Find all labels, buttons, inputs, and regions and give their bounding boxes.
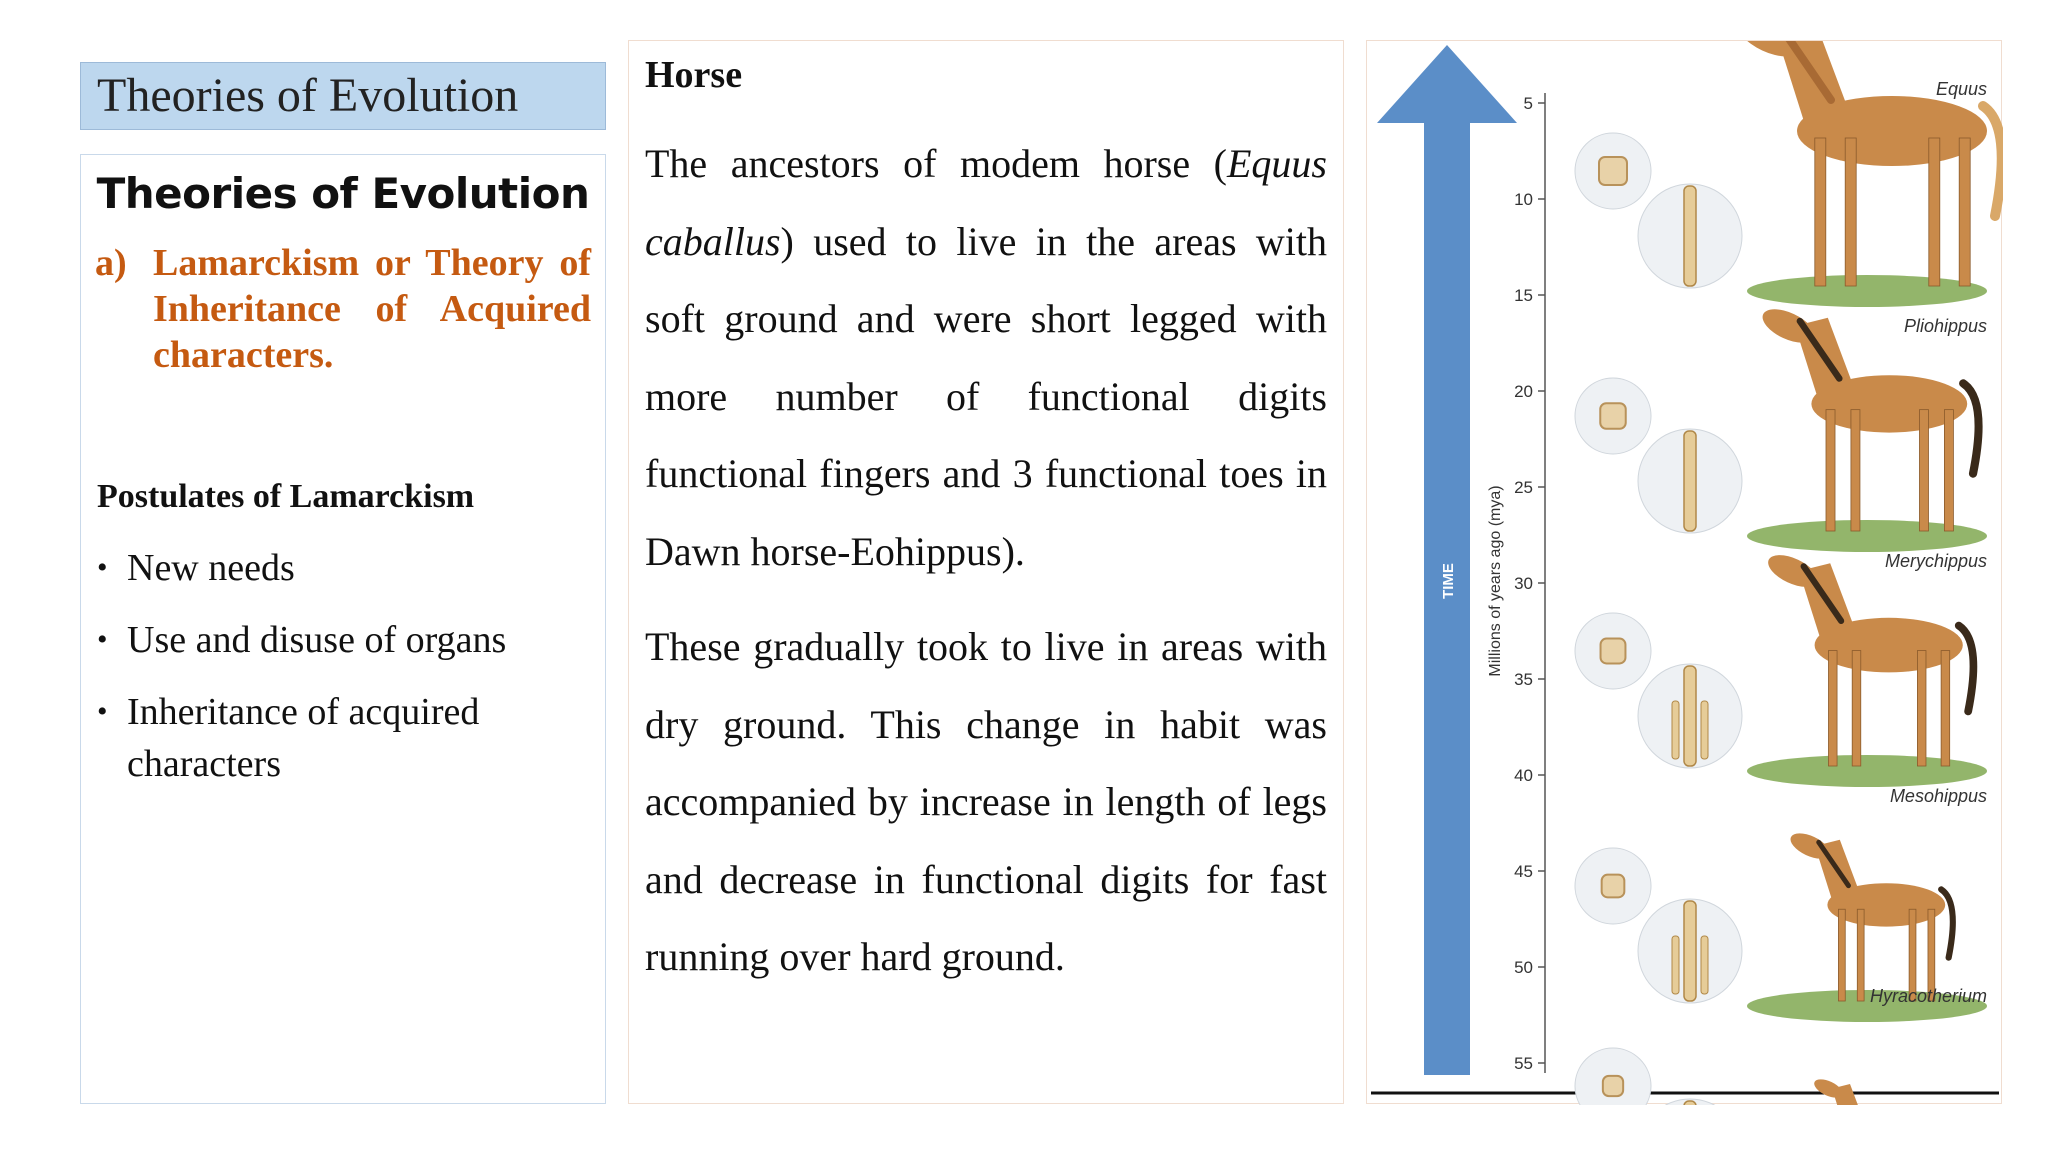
horse-illustration: [1763, 548, 1973, 766]
species-row: [1575, 41, 2002, 307]
species-name: Equus caballus: [645, 141, 1327, 264]
species-row: [1575, 302, 1987, 552]
tick-label: 20: [1514, 382, 1533, 401]
foot-bone-icon: [1638, 429, 1742, 533]
species-row: [1575, 548, 1987, 787]
tick-label: 55: [1514, 1054, 1533, 1073]
postulates-list: [81, 542, 605, 790]
postulate-text: Use and disuse of organs: [127, 619, 507, 661]
species-label: Equus: [1935, 79, 1987, 99]
tooth-icon: [1575, 133, 1651, 209]
grass-patch: [1747, 755, 1987, 787]
theory-a-text: Lamarckism or Theory of Inheritance of Acquired characters.: [153, 242, 591, 376]
bullet-icon: •: [97, 695, 108, 728]
tick-label: 5: [1523, 94, 1533, 113]
para1-end: ) used to live in the areas with soft ground and were short legged with more number of functional digits functional fingers and 3 functional toes in Dawn horse-Eohippus).: [645, 218, 1327, 574]
horse-title: Horse: [645, 54, 743, 96]
postulate-text: New needs: [127, 547, 295, 589]
tick-label: 15: [1514, 286, 1533, 305]
tooth-icon: [1575, 613, 1651, 689]
tick-label: 10: [1514, 190, 1533, 209]
horse-illustration: [1758, 302, 1979, 531]
left-panel: [80, 154, 606, 1104]
grass-patch: [1747, 275, 1987, 307]
list-item: [97, 614, 605, 666]
time-label: TIME: [1440, 563, 1457, 599]
foot-bone-icon: [1638, 1099, 1742, 1105]
list-item: [97, 542, 605, 594]
panel-heading: Theories of Evolution: [96, 169, 590, 218]
bullet-icon: •: [97, 623, 108, 656]
horse-illustration: [1787, 828, 1953, 1001]
species-rows: [1575, 41, 2002, 1105]
horse-text-panel: [628, 40, 1344, 1104]
foot-bone-icon: [1638, 664, 1742, 768]
postulates-title: Postulates of Lamarckism: [97, 478, 475, 515]
axis-ticks: [1514, 94, 1545, 1073]
paragraph-adaptation: These gradually took to live in areas with dry ground. This change in habit was accompanied by increase in length of legs and decrease in functional digits for fast running over hard ground.: [645, 624, 1327, 979]
species-label: Pliohippus: [1903, 316, 1987, 336]
horse-illustration: [1811, 1076, 1930, 1105]
para1-start: The ancestors of modem horse (: [645, 141, 1227, 186]
tick-label: 45: [1514, 862, 1533, 881]
axis-label: Millions of years ago (mya): [1487, 485, 1504, 677]
slide-title-bar: Theories of Evolution: [80, 62, 606, 130]
list-item: [97, 686, 605, 790]
theory-a-marker: a): [95, 242, 127, 284]
species-label: Merychippus: [1884, 551, 1987, 571]
tooth-icon: [1575, 378, 1651, 454]
tick-label: 50: [1514, 958, 1533, 977]
theory-a: [95, 240, 591, 378]
tick-label: 30: [1514, 574, 1533, 593]
tick-label: 35: [1514, 670, 1533, 689]
evolution-diagram: [1367, 41, 2003, 1105]
foot-bone-icon: [1638, 184, 1742, 288]
horse-evolution-figure: [1366, 40, 2002, 1104]
tooth-icon: [1575, 848, 1651, 924]
species-label: Hyracotherium: [1869, 986, 1987, 1006]
postulate-text: Inheritance of acquired characters: [127, 691, 480, 785]
horse-illustration: [1731, 41, 2001, 286]
tick-label: 25: [1514, 478, 1533, 497]
foot-bone-icon: [1638, 899, 1742, 1003]
bullet-icon: •: [97, 551, 108, 584]
species-label: Mesohippus: [1889, 786, 1987, 806]
tick-label: 40: [1514, 766, 1533, 785]
tooth-icon: [1575, 1048, 1651, 1105]
paragraph-ancestors: [645, 125, 1327, 590]
